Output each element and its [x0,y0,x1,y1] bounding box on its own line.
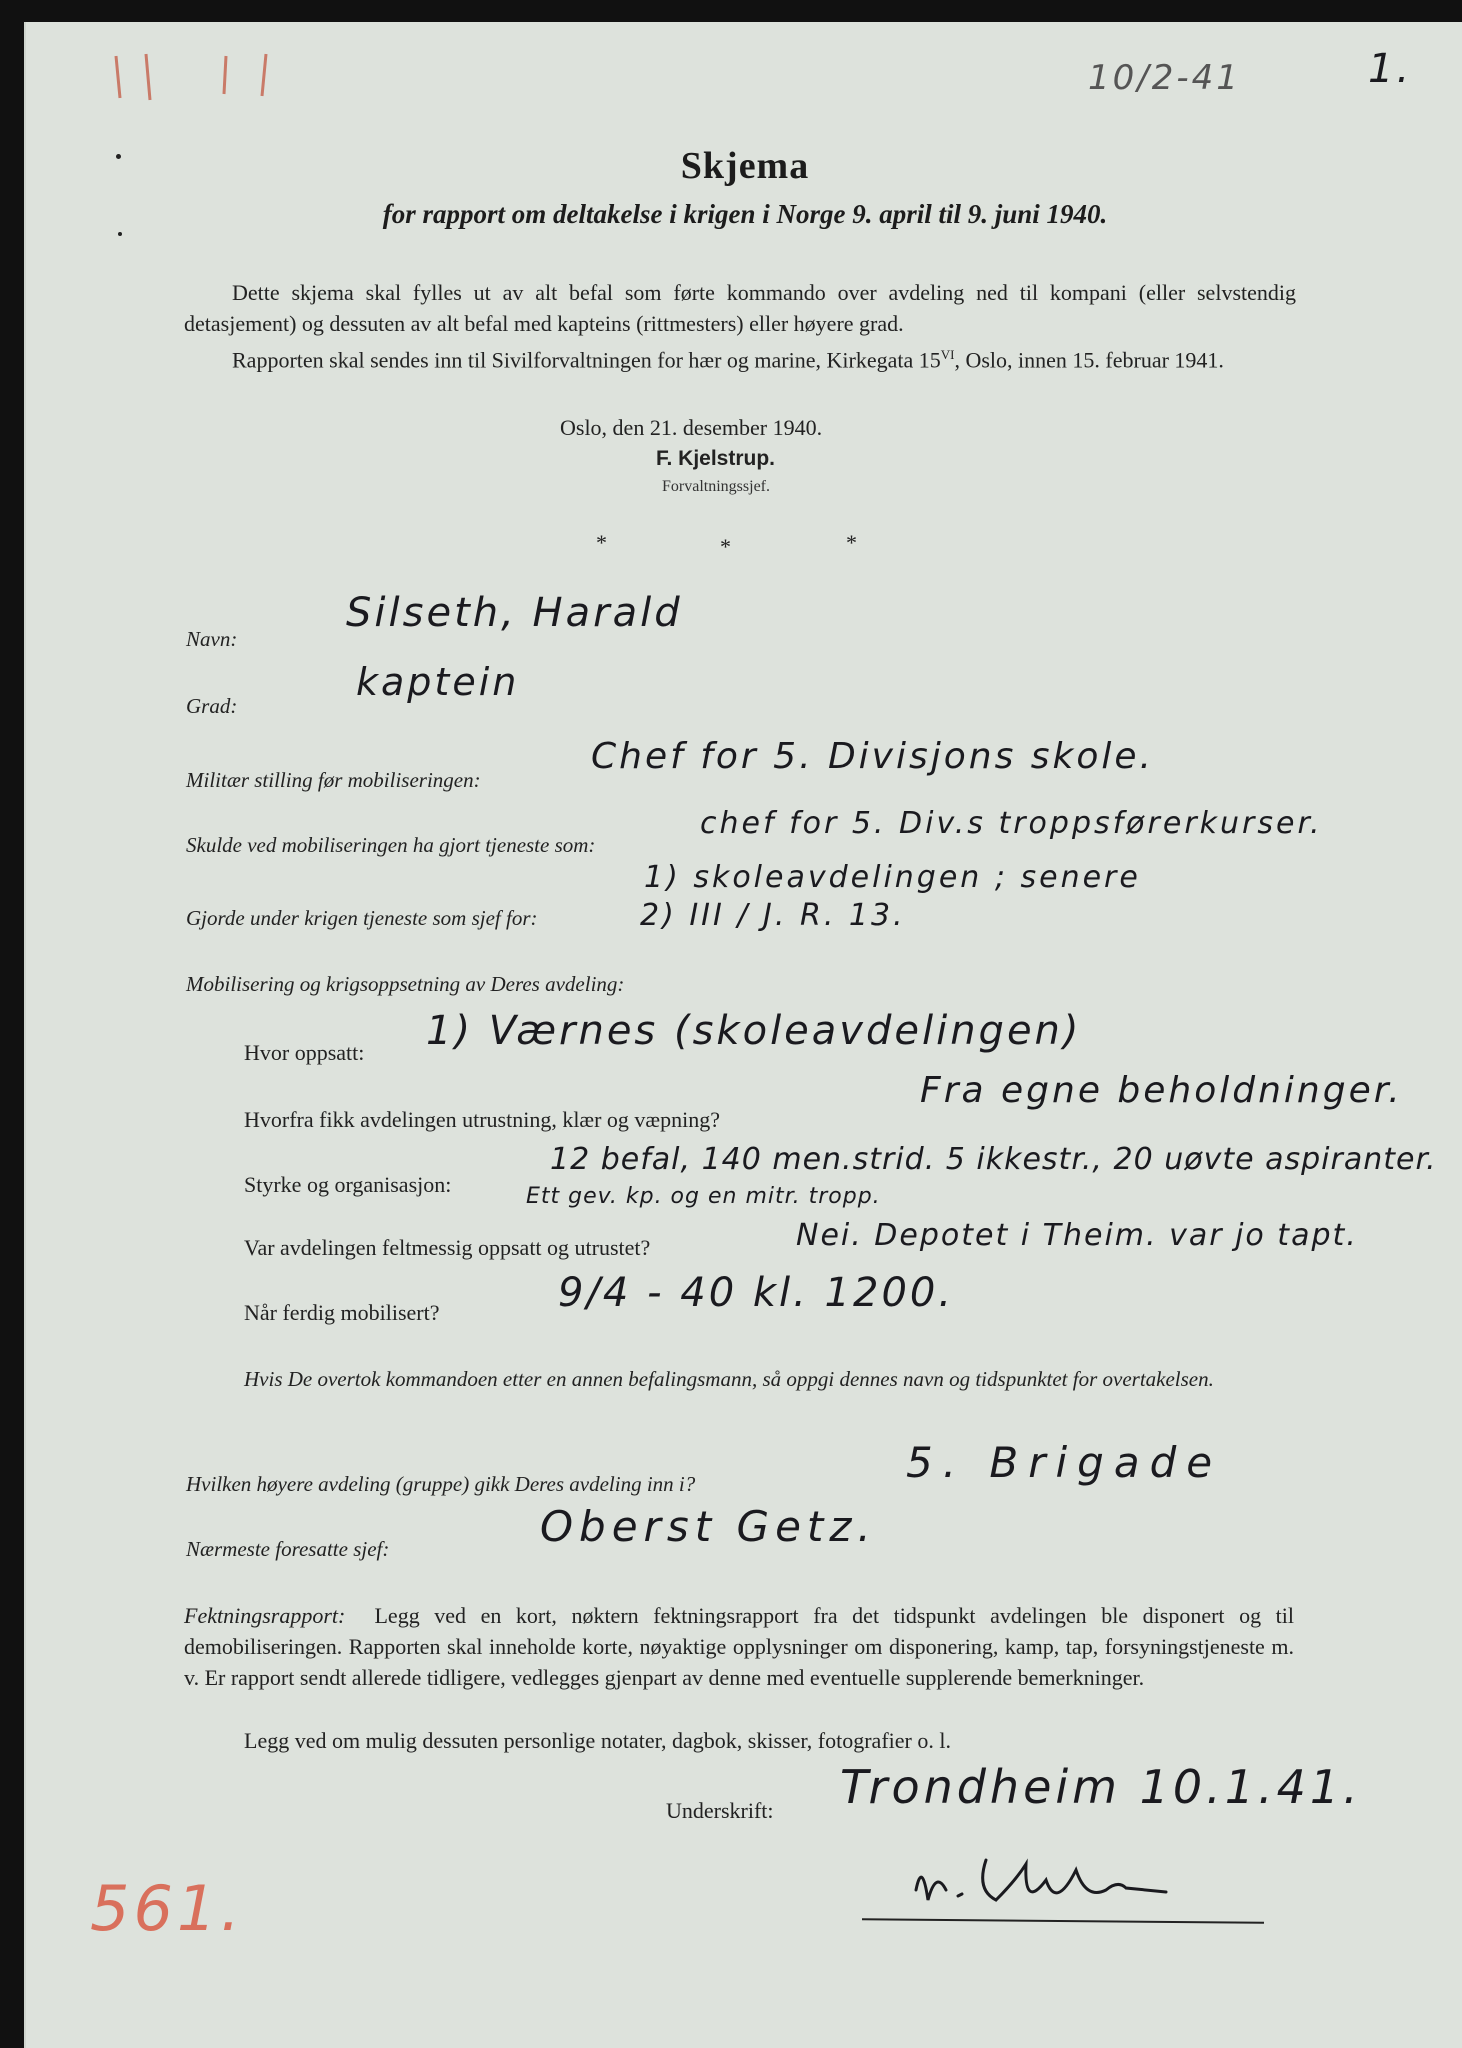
stilling-value: Chef for 5. Divisjons skole. [591,736,1155,777]
feltmessig-label: Var avdelingen feltmessig oppsatt og utrustet? [244,1235,651,1260]
intro-paragraph-2-a: Rapporten skal sendes inn til Sivilforvaltningen for hær og marine, Kirkegata 15 [232,347,941,373]
skulde-value: chef for 5. Div.s troppsførerkurser. [700,806,1323,841]
ferdig-value: 9/4 - 40 kl. 1200. [558,1270,955,1316]
separator-star: * [596,530,607,555]
issuer-name: F. Kjelstrup. [656,447,776,470]
styrke-value-line1: 12 befal, 140 men.strid. 5 ikkestr., 20 uøvte aspiranter. [550,1142,1437,1177]
hoyere-label: Hvilken høyere avdeling (gruppe) gikk Deres avdeling inn i? [186,1472,696,1496]
document-page [24,22,1462,2048]
hoyere-value: 5. Brigade [906,1438,1223,1487]
issuer-title: Forvaltningssjef. [662,478,770,495]
stilling-label: Militær stilling før mobiliseringen: [186,768,481,792]
overtok-label: Hvis De overtok kommandoen etter en annen befalingsmann, så oppgi dennes navn og tidspunktet for overtakelsen. [244,1367,1214,1391]
naermeste-label: Nærmeste foresatte sjef: [186,1537,390,1561]
navn-value: Silseth, Harald [346,590,683,636]
separator-star: * [846,530,857,555]
gjorde-value-line2: 2) III / J. R. 13. [640,898,906,933]
intro-paragraph-2 [184,339,1296,375]
naermeste-value: Oberst Getz. [540,1502,877,1551]
mobilisering-label: Mobilisering og krigsoppsetning av Deres avdeling: [186,972,625,996]
issue-place-date: Oslo, den 21. desember 1940. [560,415,823,440]
navn-label: Navn: [186,627,238,651]
page-number: 1. [1368,46,1413,92]
margin-tick-marks [106,36,306,116]
date-note: 10/2-41 [1088,58,1241,98]
separator-star: * [720,534,731,559]
form-subtitle: for rapport om deltakelse i krigen i Norge 9. april til 9. juni 1940. [382,199,1108,229]
signature-place-date: Trondheim 10.1.41. [840,1760,1362,1814]
intro-paragraph-1: Dette skjema skal fylles ut av alt befal som førte kommando over avdeling ned til kompani (eller selvstendig detasjement) og dessuten av alt befal med kapteins (rittmesters) eller høyere grad. [184,280,1296,336]
feltmessig-value: Nei. Depotet i Theim. var jo tapt. [796,1218,1358,1253]
archive-number: 561. [90,1872,245,1945]
grad-value: kaptein [356,660,520,704]
handwritten-signature [906,1840,1206,1930]
fektning-label: Fektningsrapport: [184,1603,346,1628]
skulde-label: Skulde ved mobiliseringen ha gjort tjeneste som: [186,833,596,857]
fektning-text-2: Legg ved om mulig dessuten personlige notater, dagbok, skisser, fotografier o. l. [244,1728,951,1753]
hvorfra-value: Fra egne beholdninger. [920,1070,1403,1111]
grad-label: Grad: [186,694,238,718]
form-title: Skjema [680,145,810,187]
hvor-value: 1) Værnes (skoleavdelingen) [426,1008,1082,1054]
intro-paragraph-2-b: , Oslo, innen 15. februar 1941. [954,347,1224,373]
intro-superscript: VI [940,347,955,362]
styrke-label: Styrke og organisasjon: [244,1172,452,1197]
hvorfra-label: Hvorfra fikk avdelingen utrustning, klær og væpning? [244,1107,720,1132]
signature-label: Underskrift: [666,1798,774,1823]
gjorde-label: Gjorde under krigen tjeneste som sjef for: [186,906,538,930]
gjorde-value-line1: 1) skoleavdelingen ; senere [644,860,1141,895]
styrke-value-line2: Ett gev. kp. og en mitr. tropp. [526,1184,881,1209]
hvor-label: Hvor oppsatt: [244,1040,365,1065]
margin-dot [118,232,122,236]
fektning-text: Legg ved en kort, nøktern fektningsrapport fra det tidspunkt avdelingen ble disponert og til demobiliseringen. Rapporten skal inneholde korte, nøyaktige opplysninger om disponering, kamp, tap, forsyningstjeneste m. v. Er rapport sendt allerede tidligere, vedlegges gjenpart av denne med eventuelle supplerende bemerkninger. [184,1603,1295,1690]
fektning-paragraph [184,1600,1294,1693]
ferdig-label: Når ferdig mobilisert? [244,1300,440,1325]
